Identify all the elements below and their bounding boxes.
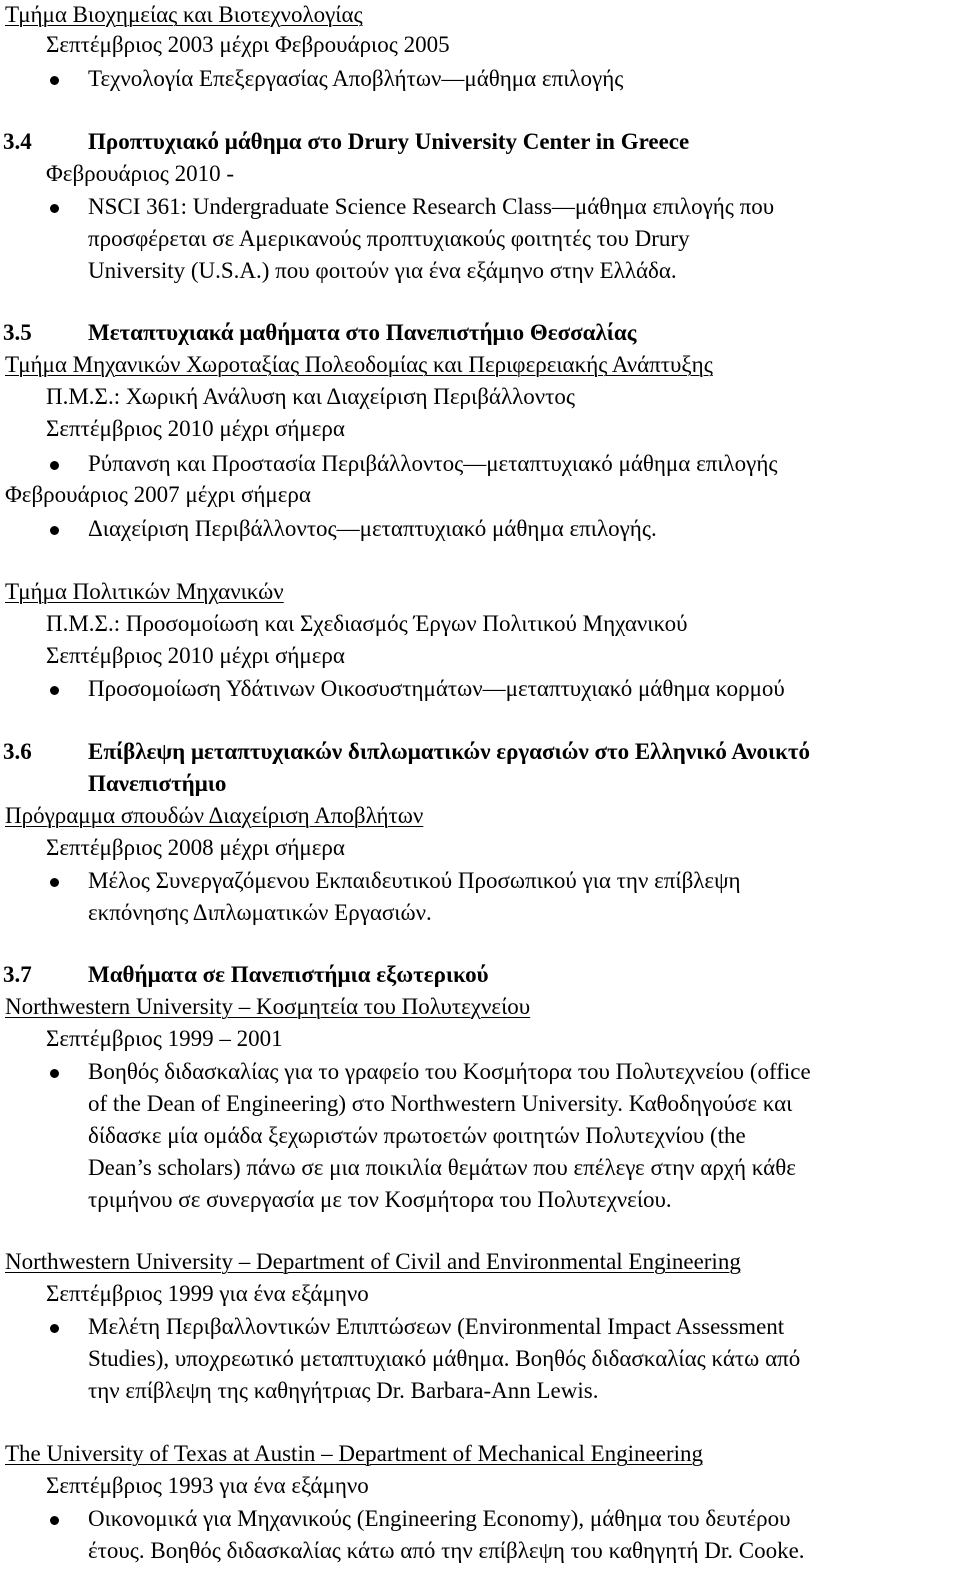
description-line: Studies), υποχρεωτικό μεταπτυχιακό μάθημα. Βοηθός διδασκαλίας κάτω από (88, 1346, 801, 1371)
period: Σεπτέμβριος 1999 – 2001 (46, 1026, 283, 1051)
period: Σεπτέμβριος 1999 για ένα εξάμηνο (46, 1281, 369, 1306)
bullet-icon (50, 1324, 59, 1333)
section-title: Μαθήματα σε Πανεπιστήμια εξωτερικού (88, 962, 489, 987)
bullet-icon (50, 526, 59, 535)
program-heading: Πρόγραμμα σπουδών Διαχείριση Αποβλήτων (5, 803, 424, 828)
organization-heading: Northwestern University – Κοσμητεία του Πολυτεχνείου (5, 994, 531, 1019)
course-item: Προσομοίωση Υδάτινων Οικοσυστημάτων—μεταπτυχιακό μάθημα κορμού (88, 676, 785, 701)
organization-heading: The University of Texas at Austin – Department of Mechanical Engineering (5, 1441, 703, 1466)
description-line: of the Dean of Engineering) στο Northwestern University. Καθοδηγούσε και (88, 1091, 793, 1116)
section-title-line: Πανεπιστήμιο (88, 771, 227, 796)
department-heading: Τμήμα Πολιτικών Μηχανικών (5, 579, 284, 604)
section-number: 3.4 (3, 129, 32, 154)
section-number: 3.7 (3, 962, 32, 987)
period: Σεπτέμβριος 1993 για ένα εξάμηνο (46, 1473, 369, 1498)
bullet-icon (50, 878, 59, 887)
description-line: Dean’s scholars) πάνω σε μια ποικιλία θεμάτων που επέλεγε στην αρχή κάθε (88, 1155, 796, 1180)
course-item-line: προσφέρεται σε Αμερικανούς προπτυχιακούς φοιτητές του Drury (88, 226, 690, 251)
description-line: την επίβλεψη της καθηγήτριας Dr. Barbara-Ann Lewis. (88, 1378, 599, 1403)
description-line: Οικονομικά για Μηχανικούς (Engineering Economy), μάθημα του δευτέρου (88, 1506, 791, 1531)
course-item: Ρύπανση και Προστασία Περιβάλλοντος—μεταπτυχιακό μάθημα επιλογής (88, 451, 778, 476)
role-line: Μέλος Συνεργαζόμενου Εκπαιδευτικού Προσωπικού για την επίβλεψη (88, 868, 741, 893)
description-line: Μελέτη Περιβαλλοντικών Επιπτώσεων (Environmental Impact Assessment (88, 1314, 785, 1339)
department-heading: Τμήμα Μηχανικών Χωροταξίας Πολεοδομίας και Περιφερειακής Ανάπτυξης (5, 352, 713, 377)
department-heading-biochemistry: Τμήμα Βιοχημείας και Βιοτεχνολογίας (5, 2, 363, 27)
description-line: έτους. Βοηθός διδασκαλίας κάτω από την επίβλεψη του καθηγητή Dr. Cooke. (88, 1538, 805, 1563)
program-name: Π.Μ.Σ.: Χωρική Ανάλυση και Διαχείριση Περιβάλλοντος (46, 384, 576, 409)
period: Σεπτέμβριος 2010 μέχρι σήμερα (46, 416, 345, 441)
role-line: εκπόνησης Διπλωματικών Εργασιών. (88, 900, 432, 925)
bullet-icon (50, 461, 59, 470)
bullet-icon (50, 686, 59, 695)
period: Φεβρουάριος 2010 - (46, 161, 235, 186)
program-name: Π.Μ.Σ.: Προσομοίωση και Σχεδιασμός Έργων Πολιτικού Μηχανικού (46, 611, 688, 636)
period: Σεπτέμβριος 2003 μέχρι Φεβρουάριος 2005 (46, 32, 450, 57)
course-item-line: NSCI 361: Undergraduate Science Research Class—μάθημα επιλογής που (88, 194, 775, 219)
section-title-line: Επίβλεψη μεταπτυχιακών διπλωματικών εργασιών στο Ελληνικό Ανοικτό (88, 739, 811, 764)
section-number: 3.5 (3, 320, 32, 345)
organization-heading: Northwestern University – Department of Civil and Environmental Engineering (5, 1249, 741, 1274)
bullet-icon (50, 1516, 59, 1525)
description-line: δίδασκε μία ομάδα ξεχωριστών πρωτοετών φοιτητών Πολυτεχνίου (the (88, 1123, 746, 1148)
bullet-icon (50, 1069, 59, 1078)
bullet-icon (50, 204, 59, 213)
section-title: Μεταπτυχιακά μαθήματα στο Πανεπιστήμιο Θεσσαλίας (88, 320, 637, 345)
period: Φεβρουάριος 2007 μέχρι σήμερα (5, 482, 311, 507)
description-line: τριμήνου σε συνεργασία με τον Κοσμήτορα του Πολυτεχνείου. (88, 1187, 672, 1212)
period: Σεπτέμβριος 2008 μέχρι σήμερα (46, 835, 345, 860)
section-title: Προπτυχιακό μάθημα στο Drury University Center in Greece (88, 129, 690, 154)
course-item: Διαχείριση Περιβάλλοντος—μεταπτυχιακό μάθημα επιλογής. (88, 516, 657, 541)
section-number: 3.6 (3, 739, 32, 764)
bullet-icon (50, 76, 59, 85)
description-line: Βοηθός διδασκαλίας για το γραφείο του Κοσμήτορα του Πολυτεχνείου (office (88, 1059, 811, 1084)
course-item-line: University (U.S.A.) που φοιτούν για ένα εξάμηνο στην Ελλάδα. (88, 258, 677, 283)
course-item: Τεχνολογία Επεξεργασίας Αποβλήτων—μάθημα επιλογής (88, 66, 624, 91)
period: Σεπτέμβριος 2010 μέχρι σήμερα (46, 643, 345, 668)
